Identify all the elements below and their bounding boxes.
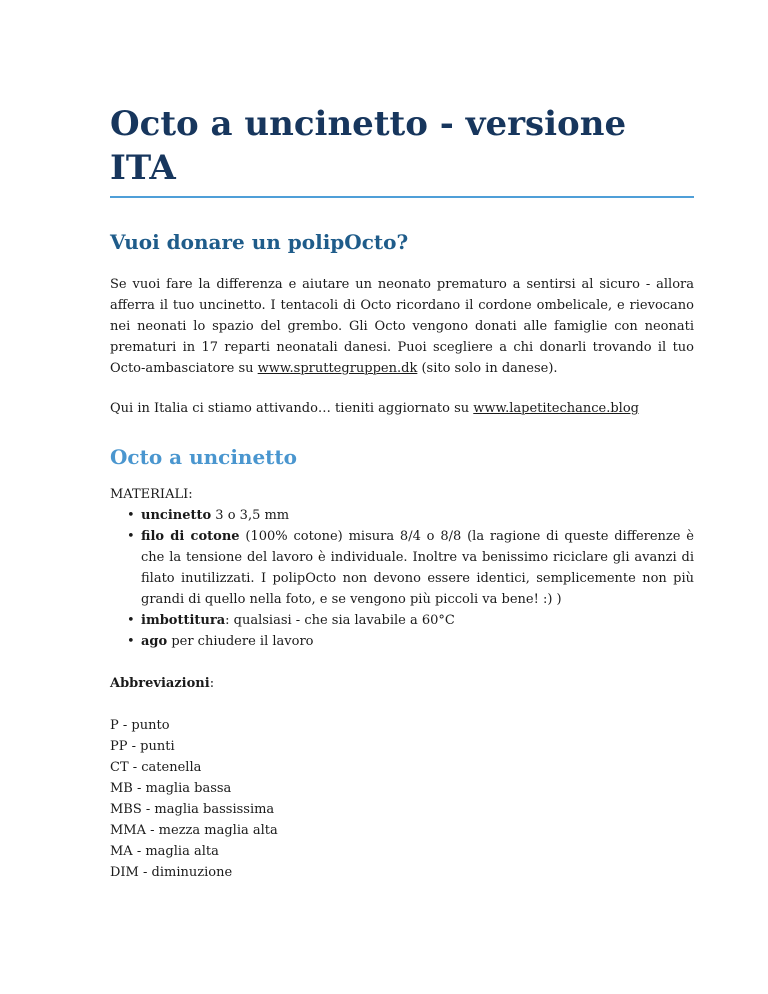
material-name: filo di cotone (141, 529, 240, 544)
abbreviation-item: MMA - mezza maglia alta (110, 823, 278, 838)
section-heading-crochet: Octo a uncinetto (110, 445, 298, 469)
materials-list (110, 505, 694, 652)
document-page (110, 0, 694, 883)
list-item (127, 526, 694, 610)
spruttegruppen-link[interactable]: www.spruttegruppen.dk (257, 361, 418, 376)
abbreviations-label: Abbreviazioni (110, 676, 210, 691)
document-title: Octo a uncinetto - versione ITA (110, 0, 694, 198)
abbreviation-item: MBS - maglia bassissima (110, 802, 275, 817)
italy-paragraph (110, 398, 694, 419)
list-item (127, 631, 694, 652)
lapetitechance-link[interactable]: www.lapetitechance.blog (473, 401, 639, 416)
abbreviations-colon: : (209, 676, 215, 691)
italy-text: Qui in Italia ci stiamo attivando… tieniti aggiornato su (110, 401, 474, 416)
material-detail: 3 o 3,5 mm (211, 508, 290, 523)
bullet-icon: • (127, 529, 135, 544)
intro-suffix: (sito solo in danese). (417, 361, 558, 376)
material-name: imbottitura (141, 613, 226, 628)
material-detail: : qualsiasi - che sia lavabile a 60°C (225, 613, 455, 628)
materials-label: MATERIALI: (110, 487, 193, 502)
bullet-icon: • (127, 634, 135, 649)
section-heading-donate: Vuoi donare un polipOcto? (110, 230, 409, 254)
abbreviation-item: PP - punti (110, 739, 175, 754)
bullet-icon: • (127, 508, 135, 523)
material-name: uncinetto (141, 508, 212, 523)
intro-paragraph (110, 274, 694, 379)
abbreviation-item: MA - maglia alta (110, 844, 219, 859)
material-detail: per chiudere il lavoro (167, 634, 314, 649)
bullet-icon: • (127, 613, 135, 628)
abbreviation-item: P - punto (110, 718, 170, 733)
abbreviation-item: CT - catenella (110, 760, 202, 775)
intro-text: Se vuoi fare la differenza e aiutare un neonato prematuro a sentirsi al sicuro - allora afferra il tuo uncinetto. I tentacoli di Octo ricordano il cordone ombelicale, e rievocano nei neonati lo spazio del grembo. Gli Octo vengono donati alle famiglie con neonati prematuri in 17 reparti neonatali danesi. Puoi scegliere a chi donarli trovando il tuo Octo-ambasciatore su (110, 277, 694, 376)
list-item (127, 505, 694, 526)
material-detail: (100% cotone) misura 8/4 o 8/8 (la ragione di queste differenze è che la tensione del lavoro è individuale. Inoltre va benissimo riciclare gli avanzi di filato inutilizzati. I polipOcto non devono essere identici, semplicemente non più grandi di quello nella foto, e se vengono più piccoli va bene! :) ) (141, 529, 694, 607)
list-item (127, 610, 694, 631)
abbreviation-item: DIM - diminuzione (110, 865, 233, 880)
abbreviations-list (110, 715, 694, 883)
abbreviation-item: MB - maglia bassa (110, 781, 232, 796)
abbreviations-heading (110, 673, 694, 694)
material-name: ago (141, 634, 168, 649)
